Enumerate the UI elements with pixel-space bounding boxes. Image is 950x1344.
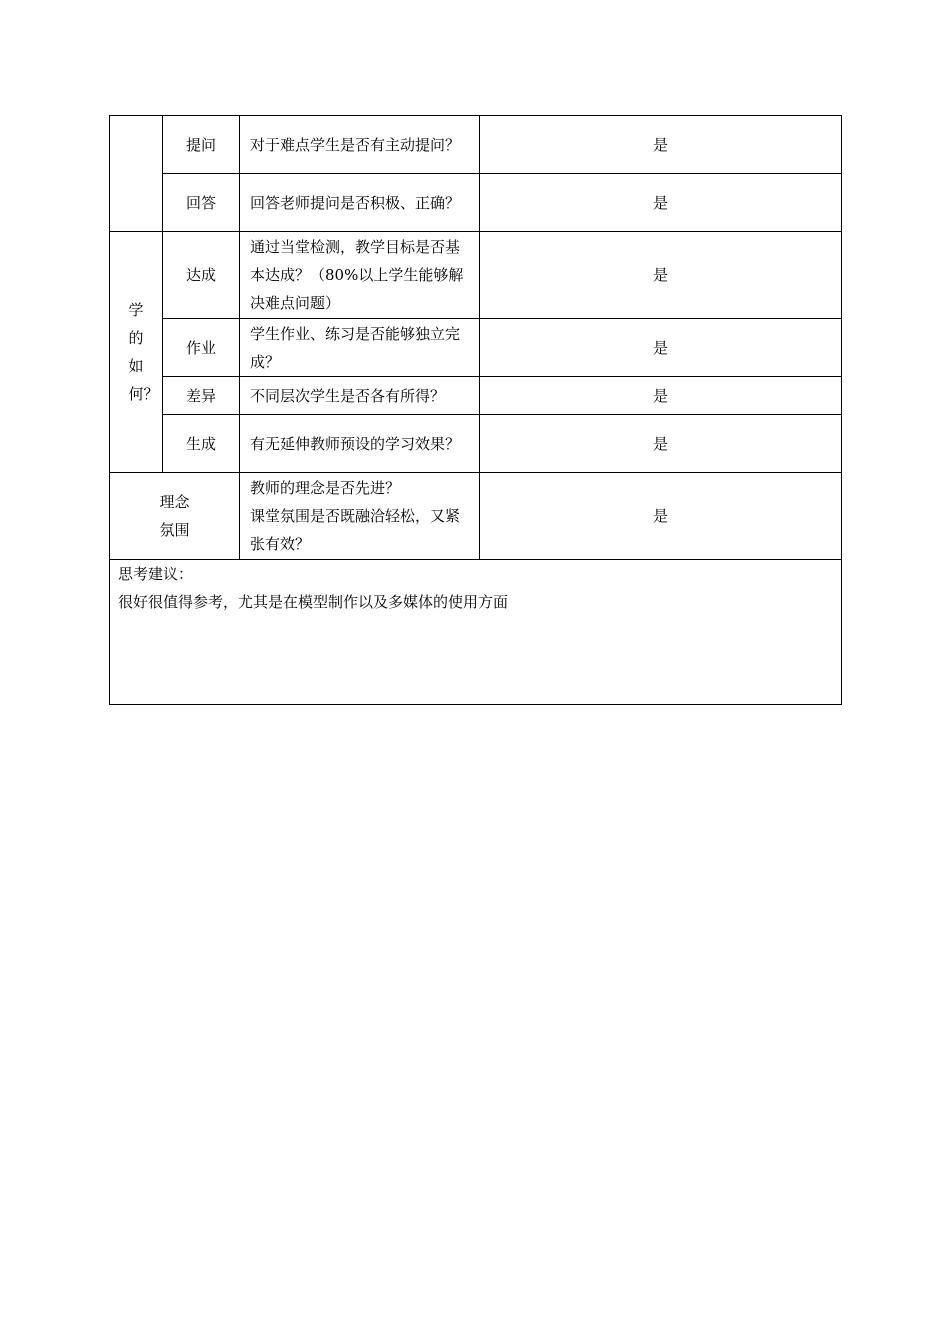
concept-label bbox=[159, 488, 189, 544]
question-cell: 不同层次学生是否各有所得？ bbox=[240, 377, 480, 415]
category-cell-empty bbox=[110, 116, 163, 232]
answer-cell: 是 bbox=[480, 473, 842, 560]
question-cell: 回答老师提问是否积极、正确？ bbox=[240, 174, 480, 232]
notes-row bbox=[110, 560, 842, 705]
answer-cell: 是 bbox=[480, 232, 842, 319]
answer-cell: 是 bbox=[480, 116, 842, 174]
concept-question-line2: 课堂氛围是否既融洽轻松，又紧张有效？ bbox=[250, 507, 461, 553]
question-cell bbox=[240, 473, 480, 560]
table-row bbox=[110, 319, 842, 377]
notes-text: 很好很值得参考，尤其是在模型制作以及多媒体的使用方面 bbox=[118, 593, 509, 611]
evaluation-table bbox=[109, 115, 842, 705]
table-row bbox=[110, 116, 842, 174]
concept-label-line1: 理念 bbox=[159, 493, 190, 511]
sub-item-label: 作业 bbox=[163, 319, 240, 377]
question-cell: 通过当堂检测，教学目标是否基本达成？（80%以上学生能够解决难点问题） bbox=[240, 232, 480, 319]
sub-item-label: 差异 bbox=[163, 377, 240, 415]
answer-cell: 是 bbox=[480, 319, 842, 377]
concept-label-cell bbox=[110, 473, 240, 560]
concept-label-line2: 氛围 bbox=[159, 521, 190, 539]
category-cell bbox=[110, 232, 163, 473]
question-cell: 学生作业、练习是否能够独立完成？ bbox=[240, 319, 480, 377]
table-row bbox=[110, 174, 842, 232]
notes-label: 思考建议： bbox=[118, 565, 194, 583]
sub-item-label: 回答 bbox=[163, 174, 240, 232]
sub-item-label: 达成 bbox=[163, 232, 240, 319]
table-row bbox=[110, 232, 842, 319]
answer-cell: 是 bbox=[480, 174, 842, 232]
question-cell: 有无延伸教师预设的学习效果？ bbox=[240, 415, 480, 473]
sub-item-label: 提问 bbox=[163, 116, 240, 174]
sub-item-label: 生成 bbox=[163, 415, 240, 473]
table-row bbox=[110, 377, 842, 415]
category-label: 学的如何？ bbox=[128, 301, 159, 403]
table-row bbox=[110, 473, 842, 560]
concept-question-line1: 教师的理念是否先进？ bbox=[250, 479, 401, 497]
table-row bbox=[110, 415, 842, 473]
answer-cell: 是 bbox=[480, 415, 842, 473]
notes-cell bbox=[110, 560, 842, 705]
answer-cell: 是 bbox=[480, 377, 842, 415]
question-cell: 对于难点学生是否有主动提问？ bbox=[240, 116, 480, 174]
